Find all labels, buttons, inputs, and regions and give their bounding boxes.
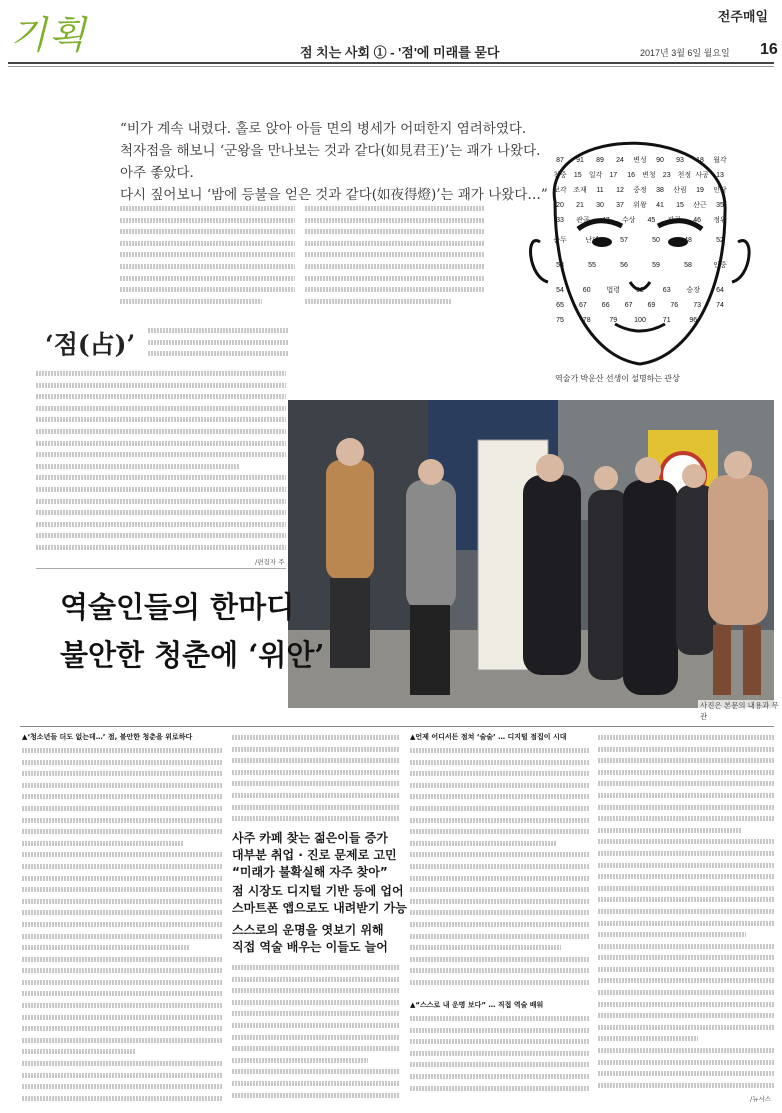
text-line (410, 980, 590, 985)
text-line (232, 793, 400, 798)
text-line (22, 991, 222, 996)
text-line (598, 978, 774, 983)
text-line (598, 793, 774, 798)
face-reading-figure (500, 92, 775, 377)
text-line (232, 781, 400, 786)
deck-3-line-1: 스스로의 운명을 엿보기 위해 (232, 923, 384, 937)
text-line (22, 864, 222, 869)
header-rule-thin (8, 66, 774, 67)
col2-body-bottom (232, 962, 400, 1105)
text-line (22, 1084, 222, 1089)
text-line (22, 910, 222, 915)
text-line (598, 747, 774, 752)
text-line (305, 276, 485, 281)
text-line (120, 287, 295, 292)
text-line (410, 852, 590, 857)
text-line (22, 760, 222, 765)
text-line (410, 1016, 590, 1021)
text-line (22, 980, 222, 985)
face-point-label: 46 (693, 217, 701, 224)
text-line (22, 934, 222, 939)
face-point-label: 위왕 (633, 202, 647, 209)
face-point-label: 71 (662, 317, 671, 324)
text-line (22, 1073, 222, 1078)
text-line (36, 452, 286, 457)
face-point-label: 52 (716, 237, 724, 244)
face-point-label: 38 (656, 187, 664, 194)
face-point-label: 53 (556, 262, 564, 269)
sidebar-rule (36, 568, 286, 569)
deck-3-line-2: 직접 역술 배우는 이들도 늘어 (232, 940, 388, 954)
text-line (410, 841, 556, 846)
text-line (36, 510, 286, 515)
text-line (36, 441, 286, 446)
headline-line-2: 불안한 청춘에 ‘위안’ (60, 638, 325, 672)
text-line (22, 829, 222, 834)
face-point-label: 93 (676, 157, 684, 164)
text-line (598, 805, 774, 810)
face-point-label: 변청 (642, 172, 656, 179)
text-line (120, 299, 262, 304)
text-line (598, 1002, 774, 1007)
text-line (410, 1074, 590, 1079)
col3-subhead-1: ▲언제 어디서든 점쳐 ‘술술’ … 디지털 점집이 시대 (410, 733, 567, 741)
text-line (22, 852, 222, 857)
face-point-label: 승장 (686, 287, 701, 294)
text-line (410, 887, 590, 892)
text-line (22, 1026, 222, 1031)
face-point-label: 57 (620, 237, 628, 244)
face-point-label: 30 (596, 202, 604, 209)
face-point-label: 인당 (713, 187, 727, 194)
text-line (36, 371, 286, 376)
sidebar-byline: /편집자 주 (255, 558, 285, 566)
face-point-label: 15 (573, 172, 582, 179)
text-line (120, 252, 295, 257)
face-point-label: 관골 (576, 217, 590, 224)
text-line (410, 1086, 590, 1091)
header-rule (8, 62, 774, 64)
face-point-label: 37 (616, 202, 624, 209)
text-line (120, 218, 295, 223)
text-line (36, 464, 239, 469)
face-point-label: 47 (601, 217, 610, 224)
text-line (410, 910, 590, 915)
deck-1-line-2: 대부분 취업 · 진로 문제로 고민 (232, 848, 397, 862)
text-line (598, 839, 774, 844)
face-point-label: 17 (609, 172, 618, 179)
text-line (410, 771, 590, 776)
text-line (598, 1036, 698, 1041)
text-line (232, 977, 400, 982)
text-line (305, 241, 485, 246)
intro-line-1: “비가 계속 내렸다. 홀로 앉아 아들 면의 병세가 어떠한지 염려하였다. (120, 121, 527, 137)
text-line (22, 818, 222, 823)
face-point-label: 74 (716, 302, 724, 309)
text-line (598, 1060, 774, 1065)
col3-subhead-2: ▲“스스로 내 운명 보다” … 직접 역술 배워 (410, 1001, 544, 1009)
text-line (305, 252, 485, 257)
text-line (410, 899, 590, 904)
text-line (232, 1011, 400, 1016)
face-point-label: 12 (616, 187, 624, 194)
text-line (22, 1015, 222, 1020)
sidebar-body (36, 368, 286, 558)
face-point-label: 난대 (585, 237, 599, 244)
text-line (232, 988, 400, 993)
text-line (598, 990, 774, 995)
text-line (598, 863, 774, 868)
text-line (22, 783, 222, 788)
text-line (22, 1061, 222, 1066)
intro-body-col2 (305, 203, 485, 318)
sidebar-title: ‘점(占)’ (45, 330, 136, 359)
text-line (120, 229, 295, 234)
text-line (410, 876, 590, 881)
text-line (232, 1000, 400, 1005)
text-line (598, 781, 774, 786)
sidebar-body-top (148, 325, 288, 363)
article-byline: /뉴시스 (750, 1095, 772, 1103)
text-line (120, 241, 295, 246)
face-point-label: 13 (716, 172, 724, 179)
face-point-label: 조재 (573, 187, 587, 194)
text-line (410, 829, 590, 834)
text-line (410, 922, 590, 927)
text-line (410, 957, 590, 962)
face-point-label: 중정 (633, 187, 647, 194)
intro-body-col1 (120, 203, 295, 318)
face-point-label: 55 (588, 262, 596, 269)
newspaper-name: 전주매일 (717, 9, 768, 24)
deck-1 (232, 830, 397, 881)
text-line (410, 760, 590, 765)
face-point-label: 산근 (693, 202, 707, 209)
face-point-label: 91 (576, 157, 584, 164)
face-point-label: 89 (596, 157, 604, 164)
text-line (232, 1023, 400, 1028)
text-line (232, 1093, 400, 1098)
text-line (22, 1096, 222, 1101)
deck-2 (232, 883, 407, 917)
body-top-rule (20, 726, 774, 727)
text-line (410, 934, 590, 939)
text-line (305, 264, 485, 269)
text-line (305, 206, 485, 211)
face-point-label: 69 (647, 302, 656, 309)
face-point-label: 54 (556, 287, 564, 294)
face-point-label: 19 (696, 187, 704, 194)
text-line (36, 394, 286, 399)
text-line (598, 1025, 774, 1030)
col4-body (598, 732, 774, 1092)
face-point-label: 60 (582, 287, 591, 294)
text-line (598, 921, 774, 926)
face-point-label: 준두 (553, 237, 567, 244)
text-line (232, 1081, 400, 1086)
text-line (22, 876, 222, 881)
face-point-label: 보각 (553, 187, 567, 194)
face-point-label: 66 (601, 302, 610, 309)
face-point-label: 산림 (673, 187, 687, 194)
text-line (598, 897, 774, 902)
intro-line-4: 다시 짚어보니 ‘밤에 등불을 얻은 것과 같다(如夜得燈)’는 괘가 나왔다…” (120, 187, 548, 203)
text-line (410, 1062, 590, 1067)
deck-2-line-1: 점 시장도 디지털 기반 등에 업어 (232, 884, 404, 898)
right-ear (732, 241, 749, 282)
text-line (232, 1069, 400, 1074)
text-line (232, 758, 400, 763)
face-point-label: 56 (620, 262, 628, 269)
face-point-label: 18 (696, 157, 704, 164)
text-line (232, 805, 400, 810)
text-line (22, 771, 222, 776)
text-line (36, 487, 286, 492)
face-point-label: 67 (579, 302, 587, 309)
text-line (232, 1058, 368, 1063)
face-point-label: 100 (634, 317, 646, 324)
face-point-label: 16 (627, 172, 635, 179)
face-point-label: 수상 (621, 217, 636, 224)
text-line (148, 340, 288, 345)
face-point-label: 23 (662, 172, 671, 179)
text-line (410, 794, 590, 799)
street-photo (288, 400, 774, 708)
text-line (598, 1048, 774, 1053)
face-point-label: 20 (556, 202, 564, 209)
face-point-label: 63 (662, 287, 671, 294)
text-line (232, 816, 400, 821)
face-point-label: 33 (556, 217, 564, 224)
page-number: 16 (760, 41, 778, 58)
text-line (148, 351, 288, 356)
col3-body-bottom (410, 1013, 590, 1105)
text-line (410, 806, 590, 811)
text-line (410, 945, 561, 950)
text-line (305, 287, 485, 292)
text-line (410, 1039, 590, 1044)
intro-line-2: 척자점을 해보니 ‘군왕을 만나보는 것과 같다(如見君王)’는 괘가 나왔다. (120, 143, 541, 159)
text-line (410, 818, 590, 823)
col1-body (22, 745, 222, 1105)
text-line (410, 1028, 590, 1033)
face-point-label: 45 (647, 217, 656, 224)
text-line (36, 545, 286, 550)
text-line (598, 932, 746, 937)
face-point-label: 58 (684, 262, 692, 269)
text-line (22, 922, 222, 927)
text-line (410, 864, 590, 869)
section-logo: 기획 (10, 13, 88, 57)
face-point-label: 78 (582, 317, 591, 324)
face-point-label: 96 (689, 317, 698, 324)
text-line (598, 828, 741, 833)
text-line (598, 955, 774, 960)
text-line (598, 735, 774, 740)
text-line (232, 747, 400, 752)
face-point-label: 11 (596, 187, 604, 194)
face-point-label: 천정 (677, 172, 692, 179)
series-title: 점 치는 사회 ① - '점'에 미래를 묻다 (300, 45, 500, 60)
text-line (22, 968, 222, 973)
text-line (148, 328, 288, 333)
text-line (410, 1051, 590, 1056)
text-line (598, 944, 774, 949)
face-point-label: 79 (609, 317, 618, 324)
text-line (598, 1083, 774, 1088)
text-line (36, 533, 286, 538)
face-point-label: 15 (676, 202, 684, 209)
face-point-label: 64 (716, 287, 724, 294)
face-point-label: 67 (624, 302, 633, 309)
text-line (36, 429, 286, 434)
text-line (305, 299, 451, 304)
text-line (598, 1071, 774, 1076)
col2-body-top (232, 732, 400, 832)
text-line (410, 748, 590, 753)
photo-caption: 사진은 본문의 내용과 무관 (698, 700, 782, 722)
text-line (22, 1038, 222, 1043)
text-line (22, 899, 222, 904)
face-point-label: 75 (556, 317, 564, 324)
face-point-label: 76 (670, 302, 679, 309)
text-line (120, 264, 295, 269)
face-point-label: 변성 (633, 157, 647, 164)
text-line (232, 735, 400, 740)
deck-1-line-3: “미래가 불확실해 자주 찾아” (232, 865, 388, 879)
text-line (410, 783, 590, 788)
text-line (22, 794, 222, 799)
text-line (305, 218, 485, 223)
text-line (232, 1046, 400, 1051)
face-point-label: 정위 (713, 217, 727, 224)
text-line (598, 758, 774, 763)
text-line (598, 816, 774, 821)
text-line (598, 967, 774, 972)
text-line (22, 887, 222, 892)
text-line (22, 748, 222, 753)
col1-subhead: ▲‘청소년들 더도 없는데…’ 점, 불안한 청춘을 위로하다 (22, 733, 193, 741)
face-point-label: 73 (693, 302, 701, 309)
text-line (232, 1035, 400, 1040)
text-line (36, 417, 286, 422)
left-ear (531, 241, 548, 282)
face-point-label: 천중 (553, 172, 567, 179)
face-point-label: 인중 (713, 262, 727, 269)
text-line (22, 1049, 136, 1054)
headline-line-1: 역술인들의 한마디 (60, 590, 295, 624)
text-line (22, 1003, 222, 1008)
face-point-label: 50 (652, 237, 660, 244)
face-point-label: 90 (656, 157, 664, 164)
text-line (22, 806, 222, 811)
deck-1-line-1: 사주 카페 찾는 젊은이들 증가 (232, 831, 388, 845)
face-point-label: 65 (556, 302, 564, 309)
text-line (120, 276, 295, 281)
main-headline (60, 583, 325, 679)
text-line (598, 1013, 774, 1018)
text-line (598, 851, 774, 856)
text-line (36, 383, 286, 388)
face-point-label: 35 (716, 202, 724, 209)
face-point-label: 87 (556, 157, 564, 164)
face-point-label: 관골 (667, 217, 682, 224)
deck-3 (232, 922, 388, 956)
text-line (598, 770, 774, 775)
text-line (410, 968, 590, 973)
issue-date: 2017년 3월 6일 월요일 (640, 48, 730, 58)
face-point-label: 59 (652, 262, 660, 269)
text-line (598, 886, 774, 891)
text-line (22, 945, 190, 950)
face-point-label: 21 (576, 202, 584, 209)
face-figure-caption: 역술가 박운산 선생이 설명하는 관상 (555, 374, 680, 383)
text-line (598, 874, 774, 879)
text-line (36, 475, 286, 480)
face-point-label: 41 (656, 202, 664, 209)
face-point-label: 일각 (588, 172, 603, 179)
street-photo-image (288, 400, 774, 708)
text-line (232, 770, 400, 775)
text-line (232, 965, 400, 970)
col3-body-top (410, 745, 590, 995)
text-line (36, 406, 286, 411)
face-point-label: 사공 (695, 172, 709, 179)
intro-line-3: 아주 좋았다. (120, 165, 194, 181)
text-line (22, 841, 184, 846)
face-point-label: 48 (684, 237, 692, 244)
text-line (36, 499, 286, 504)
text-line (305, 229, 485, 234)
face-point-label: 법령 (606, 287, 621, 294)
text-line (598, 909, 774, 914)
text-line (36, 522, 286, 527)
mouth (615, 324, 665, 331)
text-line (22, 957, 222, 962)
deck-2-line-2: 스마트폰 앱으로도 내려받기 가능 (232, 901, 407, 915)
face-point-label: 24 (616, 157, 624, 164)
face-point-label: 62 (636, 287, 644, 294)
text-line (120, 206, 295, 211)
face-point-label: 월각 (713, 157, 727, 164)
